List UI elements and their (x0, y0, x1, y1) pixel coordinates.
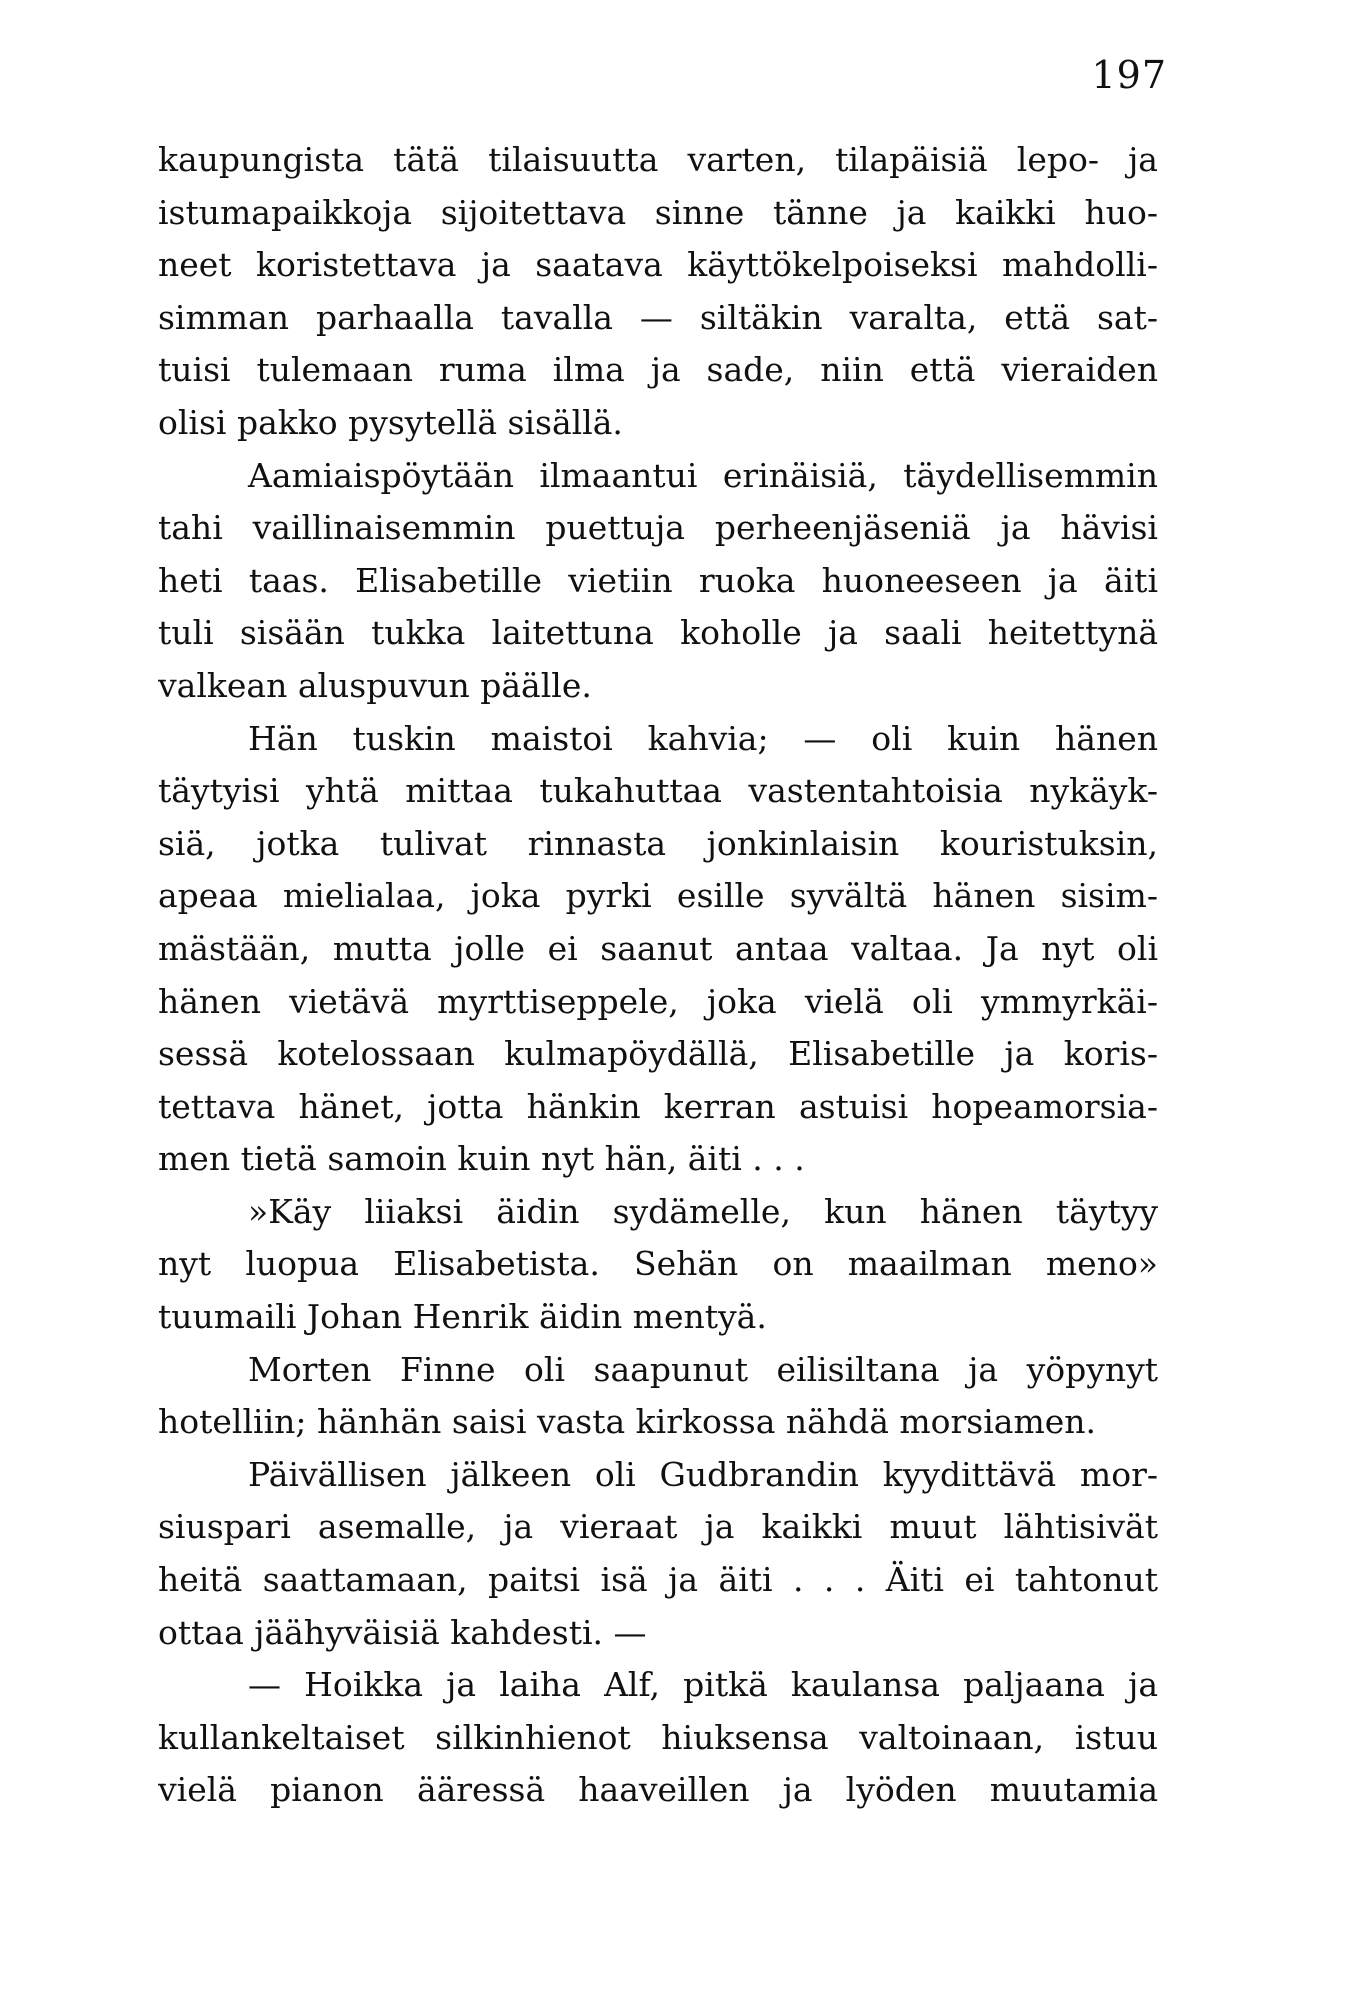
text-line: apeaa mielialaa, joka pyrki esille syvältä hänen sisim- (158, 876, 1158, 916)
text-line: olisi pakko pysytellä sisällä. (158, 402, 623, 442)
text-line: Aamiaispöytään ilmaantui erinäisiä, täydellisemmin (248, 455, 1158, 495)
text-line: kaupungista tätä tilaisuutta varten, tilapäisiä lepo- ja (158, 140, 1158, 179)
text-line: siuspari asemalle, ja vieraat ja kaikki muut lähtisivät (158, 1507, 1158, 1547)
text-line: heti taas. Elisabetille vietiin ruoka huoneeseen ja äiti (158, 560, 1158, 600)
text-line: Päivällisen jälkeen oli Gudbrandin kyydittävä mor- (248, 1454, 1158, 1494)
text-line: heitä saattamaan, paitsi isä ja äiti . . . Äiti ei tahtonut (158, 1560, 1158, 1600)
text-line: tahi vaillinaisemmin puettuja perheenjäseniä ja hävisi (158, 508, 1158, 548)
text-line: hotelliin; hänhän saisi vasta kirkossa nähdä morsiamen. (158, 1402, 1097, 1442)
text-line: siä, jotka tulivat rinnasta jonkinlaisin kouristuksin, (158, 823, 1158, 863)
text-line: sessä kotelossaan kulmapöydällä, Elisabetille ja koris- (158, 1034, 1158, 1074)
text-line: »Käy liiaksi äidin sydämelle, kun hänen täytyy (248, 1191, 1158, 1231)
text-line: mästään, mutta jolle ei saanut antaa valtaa. Ja nyt oli (158, 928, 1158, 968)
text-line: ottaa jäähyväisiä kahdesti. — (158, 1612, 647, 1652)
text-line: simman parhaalla tavalla — siltäkin varalta, että sat- (158, 297, 1158, 337)
text-line: kullankeltaiset silkinhienot hiuksensa valtoinaan, istuu (158, 1717, 1158, 1757)
text-line: tuisi tulemaan ruma ilma ja sade, niin että vieraiden (158, 350, 1158, 390)
text-line: tuumaili Johan Henrik äidin mentyä. (158, 1297, 767, 1337)
text-line: nyt luopua Elisabetista. Sehän on maailman meno» (158, 1244, 1158, 1284)
text-line: vielä pianon ääressä haaveillen ja lyöden muutamia (158, 1770, 1158, 1810)
page-number: 197 (1091, 53, 1167, 97)
text-line: tettava hänet, jotta hänkin kerran astuisi hopeamorsia- (158, 1086, 1158, 1126)
text-line: tuli sisään tukka laitettuna koholle ja saali heitettynä (158, 613, 1158, 653)
text-line: hänen vietävä myrttiseppele, joka vielä oli ymmyrkäi- (158, 981, 1158, 1021)
text-line: valkean aluspuvun päälle. (158, 665, 592, 705)
text-line: Morten Finne oli saapunut eilisiltana ja yöpynyt (248, 1349, 1158, 1389)
text-line: neet koristettava ja saatava käyttökelpoiseksi mahdolli- (158, 245, 1158, 285)
text-line: men tietä samoin kuin nyt hän, äiti . . . (158, 1139, 805, 1179)
body-text (158, 134, 1158, 1817)
text-line: Hän tuskin maistoi kahvia; — oli kuin hänen (248, 718, 1158, 758)
text-line: — Hoikka ja laiha Alf, pitkä kaulansa paljaana ja (248, 1665, 1158, 1705)
text-line: täytyisi yhtä mittaa tukahuttaa vastentahtoisia nykäyk- (158, 771, 1158, 811)
text-line: istumapaikkoja sijoitettava sinne tänne ja kaikki huo- (158, 192, 1158, 232)
